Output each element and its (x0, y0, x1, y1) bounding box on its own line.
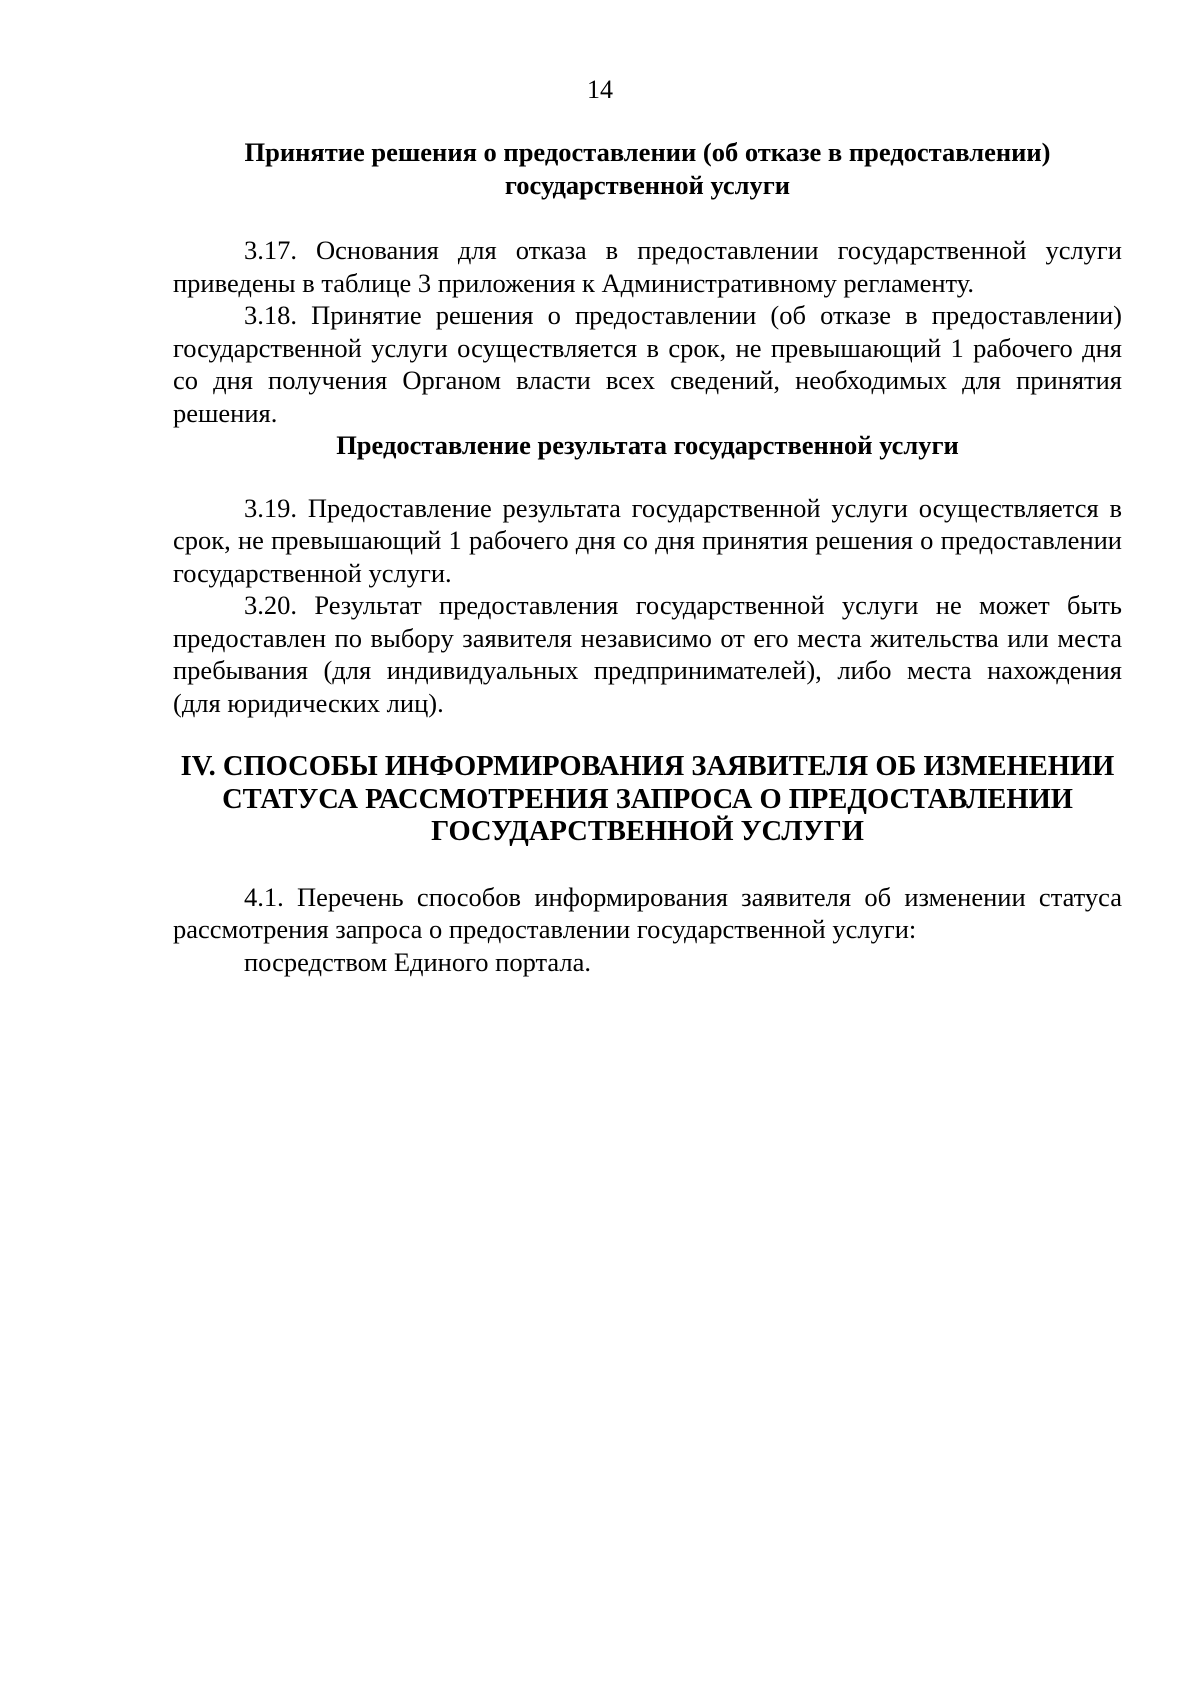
decision-heading-line-1: Принятие решения о предоставлении (об отказе в предоставлении) (244, 137, 1051, 167)
decision-heading (173, 136, 1122, 201)
decision-heading-line-2: государственной услуги (504, 169, 791, 200)
paragraph-3-20: 3.20. Результат предоставления государственной услуги не может быть предоставлен по выбору заявителя независимо от его места жительства или места пребывания (для индивидуальных предпринимателей), либо места нахождения (для юридических лиц). (173, 590, 1122, 718)
paragraph-3-17: 3.17. Основания для отказа в предоставлении государственной услуги приведены в таблице 3 приложения к Административному регламенту. (173, 235, 1122, 298)
spacer (173, 201, 1122, 234)
spacer (173, 719, 1122, 751)
spacer (173, 849, 1122, 881)
section-iv-title-line-3: ГОСУДАРСТВЕННОЙ УСЛУГИ (431, 816, 864, 847)
document-body (173, 136, 1122, 978)
paragraph-3-19: 3.19. Предоставление результата государственной услуги осуществляется в срок, не превышающий 1 рабочего дня со дня принятия решения о предоставлении государственной услуги. (173, 492, 1122, 588)
paragraph-4-1-item: посредством Единого портала. (244, 946, 592, 977)
section-iv-title (173, 751, 1122, 849)
section-iv-title-line-1: IV. СПОСОБЫ ИНФОРМИРОВАНИЯ ЗАЯВИТЕЛЯ ОБ ИЗМЕНЕНИИ (180, 751, 1115, 782)
result-heading: Предоставление результата государственной услуги (336, 430, 959, 460)
page-number: 14 (587, 75, 613, 104)
spacer (173, 462, 1122, 492)
paragraph-3-18: 3.18. Принятие решения о предоставлении (об отказе в предоставлении) государственной услуги осуществляется в срок, не превышающий 1 рабочего дня со дня получения Органом власти всех сведений, необходимых для принятия решения. (173, 300, 1122, 428)
paragraph-4-1: 4.1. Перечень способов информирования заявителя об изменении статуса рассмотрения запроса о предоставлении государственной услуги: (173, 881, 1122, 944)
section-iv-title-line-2: СТАТУСА РАССМОТРЕНИЯ ЗАПРОСА О ПРЕДОСТАВЛЕНИИ (222, 783, 1073, 815)
